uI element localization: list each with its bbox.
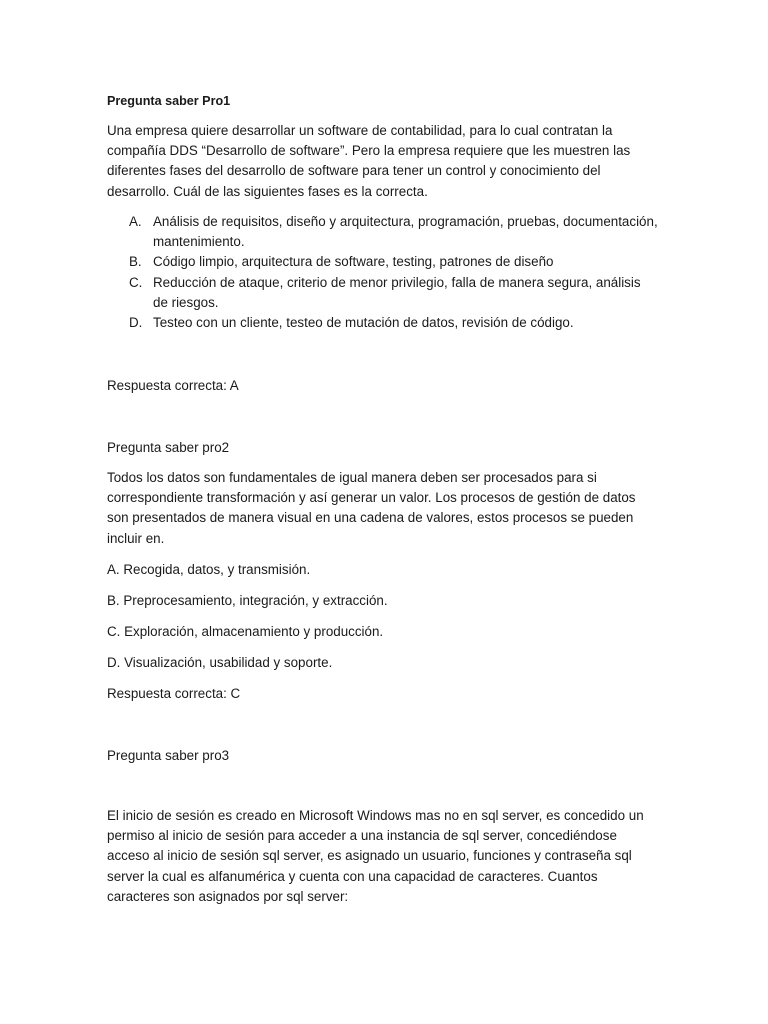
q1-option-a bbox=[107, 212, 659, 252]
q1-option-c-text: Reducción de ataque, criterio de menor privilegio, falla de manera segura, análisis de riesgos. bbox=[153, 274, 641, 310]
q1-option-b-mark: B. bbox=[129, 254, 142, 270]
q1-body: Una empresa quiere desarrollar un software de contabilidad, para lo cual contratan la compañía DDS “Desarrollo de software”. Pero la empresa requiere que les muestren las diferentes fases del desarrollo de software para tener un control y conocimiento del desarrollo. Cuál de las siguientes fases es la correcta. bbox=[107, 123, 631, 199]
q2-option-c: C. Exploración, almacenamiento y producción. bbox=[107, 624, 384, 639]
q1-option-a-mark: A. bbox=[129, 214, 142, 229]
q1-option-d bbox=[107, 313, 659, 333]
q1-option-c bbox=[107, 273, 659, 313]
q2-body: Todos los datos son fundamentales de igual manera deben ser procesados para si correspondiente transformación y así generar un valor. Los procesos de gestión de datos son presentados de manera visual en una cadena de valores, estos procesos se pueden incluir en. bbox=[107, 470, 636, 546]
q1-options bbox=[107, 212, 659, 333]
q2-option-d: D. Visualización, usabilidad y soporte. bbox=[107, 655, 333, 670]
q2-option-b: B. Preprocesamiento, integración, y extracción. bbox=[107, 593, 388, 608]
q2-answer: Respuesta correcta: C bbox=[107, 686, 241, 701]
q2-heading: Pregunta saber pro2 bbox=[107, 440, 230, 455]
q2-option-a: A. Recogida, datos, y transmisión. bbox=[107, 562, 311, 577]
q1-option-b-text: Código limpio, arquitectura de software, testing, patrones de diseño bbox=[153, 254, 554, 270]
q1-option-b bbox=[107, 252, 659, 272]
q3-body: El inicio de sesión es creado en Microsoft Windows mas no en sql server, es concedido un permiso al inicio de sesión para acceder a una instancia de sql server, concediéndose acceso al inicio de sesión sql server, es asignado un usuario, funciones y contraseña sql server la cual es alfanumérica y cuenta con una capacidad de caracteres. Cuantos caracteres son asignados por sql server: bbox=[107, 808, 644, 904]
q1-heading: Pregunta saber Pro1 bbox=[107, 94, 231, 108]
q1-option-a-text: Análisis de requisitos, diseño y arquitectura, programación, pruebas, documentación, mantenimiento. bbox=[153, 214, 658, 250]
q1-option-d-mark: D. bbox=[129, 315, 143, 331]
q1-option-d-text: Testeo con un cliente, testeo de mutación de datos, revisión de código. bbox=[153, 315, 574, 331]
q1-answer: Respuesta correcta: A bbox=[107, 378, 239, 393]
q3-heading: Pregunta saber pro3 bbox=[107, 748, 230, 763]
q1-option-c-mark: C. bbox=[129, 274, 143, 290]
